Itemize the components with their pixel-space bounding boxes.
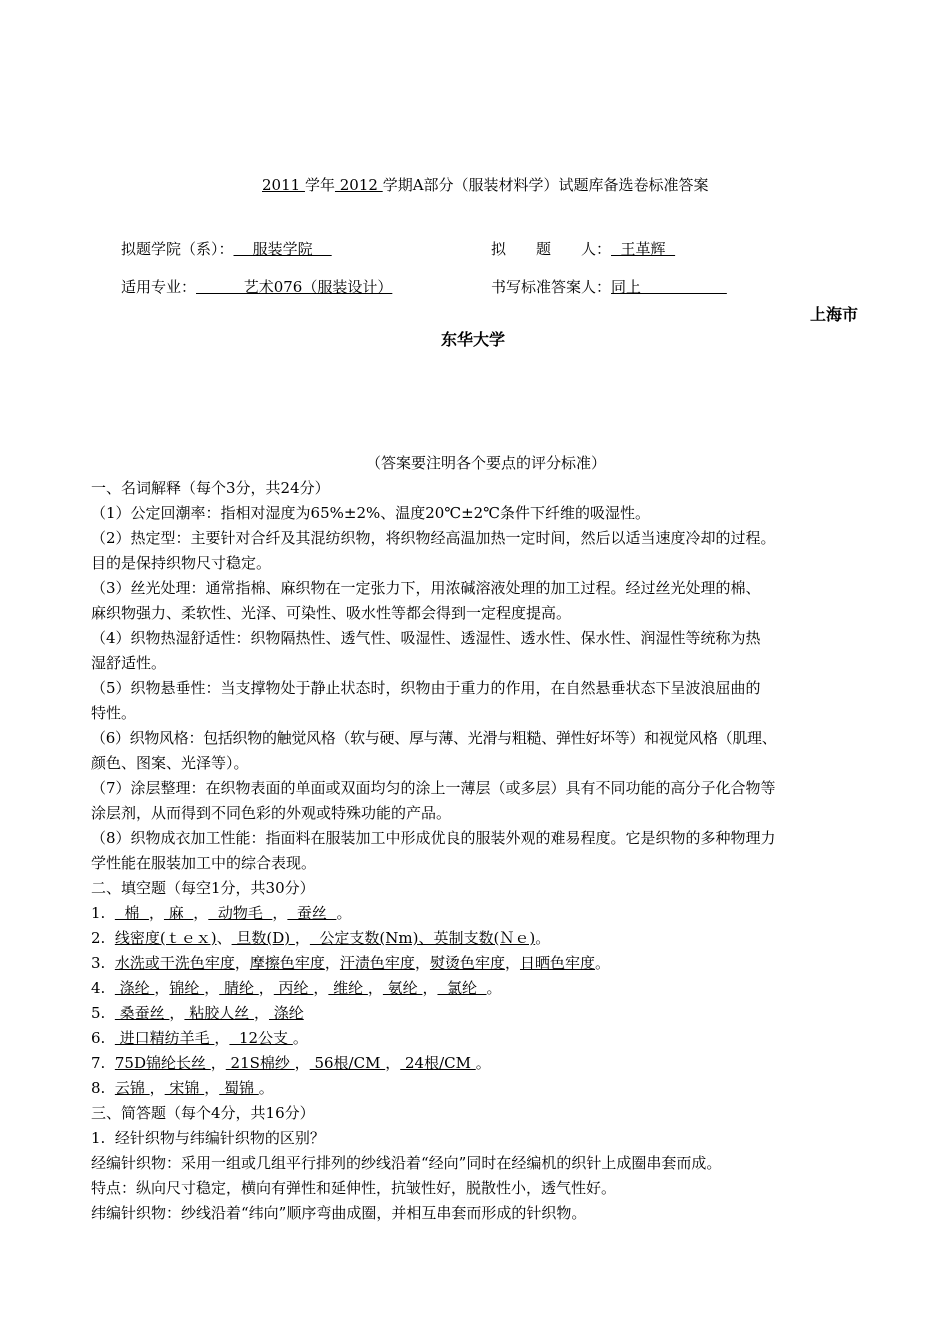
fill-item-7: 7. 75D锦纶长丝 ， 21S棉纱 ， 56根/CM ， 24根/CM 。 <box>91 1054 491 1072</box>
title-year-label: 学年 <box>304 176 335 194</box>
fill-blank: 56根/CM <box>309 1054 386 1072</box>
fill-end: 。 <box>535 929 551 947</box>
title-rest: 学期A部分（服装材料学）试题库备选卷标准答案 <box>382 176 709 194</box>
fill-blank: 75D锦纶长丝 <box>114 1054 211 1072</box>
term-4-line1: （4）织物热湿舒适性：织物隔热性、透气性、吸湿性、透湿性、透水性、保水性、润湿性等统称为热 <box>91 629 761 647</box>
fill-num: 6. <box>91 1029 106 1047</box>
section3-title: 三、简答题（每个4分，共16分） <box>91 1104 315 1122</box>
fill-blank: 桑蚕丝 <box>114 1004 170 1022</box>
fill-end: 。 <box>486 979 502 997</box>
fill-end: 。 <box>595 954 611 972</box>
fill-item-4: 4. 涤纶 ，锦纶 ， 腈纶 ， 丙纶 ， 维纶 ， 氨纶 ， 氯纶 。 <box>91 979 502 997</box>
term-6-line2: 颜色、图案、光泽等）。 <box>91 754 249 772</box>
author-value: 王革辉 <box>611 240 676 258</box>
term-7-line1: （7）涂层整理：在织物表面的单面或双面均匀的涂上一薄层（或多层）具有不同功能的高分子化合物等 <box>91 779 776 797</box>
fill-blank: 涤纶 <box>268 1004 304 1022</box>
fill-blank: 21S棉纱 <box>225 1054 295 1072</box>
term-1: （1）公定回潮率：指相对湿度为65%±2%、温度20℃±2℃条件下纤维的吸湿性。 <box>91 504 651 522</box>
fill-num: 3. <box>91 954 106 972</box>
section2-title: 二、填空题（每空1分，共30分） <box>91 879 315 897</box>
college-label: 拟题学院（系）： <box>121 240 234 258</box>
term-8-line2: 学性能在服装加工中的综合表现。 <box>91 854 317 872</box>
fill-blank: 宋锦 <box>164 1079 205 1097</box>
writer-row <box>491 276 727 297</box>
term-8-line1: （8）织物成衣加工性能：指面料在服装加工中形成优良的服装外观的难易程度。它是织物的多种物理力 <box>91 829 776 847</box>
fill-item-6: 6. 进口精纺羊毛 ， 12公支 。 <box>91 1029 308 1047</box>
term-2-line2: 目的是保持织物尺寸稳定。 <box>91 554 272 572</box>
fill-num: 4. <box>91 979 106 997</box>
writer-label: 书写标准答案人： <box>491 278 612 296</box>
author-row <box>491 238 675 259</box>
fill-blank: 摩擦色牢度 <box>249 954 325 972</box>
school-city: 上海市 <box>810 305 859 324</box>
fill-blank: 棉 <box>114 904 149 922</box>
term-2-line1: （2）热定型：主要针对合纤及其混纺织物，将织物经高温加热一定时间，然后以适当速度冷却的过程。 <box>91 529 776 547</box>
term-3-line2: 麻织物强力、柔软性、光泽、可染性、吸水性等都会得到一定程度提高。 <box>91 604 572 622</box>
fill-end: 。 <box>336 904 352 922</box>
fill-item-1: 1. 棉 ， 麻 ， 动物毛 ， 蚕丝 。 <box>91 904 352 922</box>
fill-blank: 24根/CM <box>400 1054 476 1072</box>
short-answer-1: 经编针织物：采用一组或几组平行排列的纱线沿着“经向”同时在经编机的织针上成圈串套而成。 <box>91 1154 722 1172</box>
term-7-line2: 涂层剂，从而得到不同色彩的外观或特殊功能的产品。 <box>91 804 452 822</box>
fill-blank: 粘胶人丝 <box>184 1004 254 1022</box>
major-row <box>121 276 392 297</box>
term-6-line1: （6）织物风格：包括织物的触觉风格（软与硬、厚与薄、光滑与粗糙、弹性好坏等）和视觉风格（肌理、 <box>91 729 777 747</box>
writer-value: 同上 <box>611 278 727 296</box>
term-5-line1: （5）织物悬垂性：当支撑物处于静止状态时，织物由于重力的作用，在自然悬垂状态下呈波浪屈曲的 <box>91 679 761 697</box>
fill-blank: 公定支数(Nm)、英制支数(Ｎｅ) <box>309 929 536 947</box>
section1-title: 一、名词解释（每个3分，共24分） <box>91 479 330 497</box>
fill-num: 5. <box>91 1004 106 1022</box>
fill-blank: 动物毛 <box>208 904 273 922</box>
fill-blank: 氯纶 <box>437 979 487 997</box>
fill-blank: 氨纶 <box>382 979 423 997</box>
scoring-note: （答案要注明各个要点的评分标准） <box>365 454 606 472</box>
school-name: 东华大学 <box>441 330 506 349</box>
fill-blank: 旦数(D) <box>231 929 295 947</box>
major-value: 艺术076（服装设计） <box>196 278 393 296</box>
fill-blank: 蜀锦 <box>219 1079 259 1097</box>
fill-num: 1. <box>91 904 106 922</box>
document-title <box>262 174 709 195</box>
fill-blank: 汗渍色牢度 <box>339 954 415 972</box>
title-year-start: 2011 <box>262 176 305 194</box>
fill-blank: 麻 <box>163 904 194 922</box>
college-value: 服装学院 <box>233 240 332 258</box>
fill-blank: 12公支 <box>229 1029 293 1047</box>
fill-blank: 水洗或干洗色牢度 <box>114 954 235 972</box>
fill-item-3: 3. 水洗或干洗色牢度，摩擦色牢度，汗渍色牢度，熨烫色牢度，日晒色牢度。 <box>91 954 611 972</box>
fill-blank: 云锦 <box>114 1079 150 1097</box>
fill-blank: 进口精纺羊毛 <box>114 1029 215 1047</box>
fill-blank: 腈纶 <box>219 979 259 997</box>
fill-blank: 维纶 <box>328 979 368 997</box>
answer-body <box>91 451 881 1226</box>
short-answer-3: 纬编针织物：纱线沿着“纬向”顺序弯曲成圈，并相互串套而形成的针织物。 <box>91 1204 587 1222</box>
fill-num: 2. <box>91 929 106 947</box>
term-5-line2: 特性。 <box>91 704 137 722</box>
fill-blank: 熨烫色牢度 <box>429 954 505 972</box>
fill-end: 。 <box>475 1054 491 1072</box>
term-4-line2: 湿舒适性。 <box>91 654 167 672</box>
fill-item-2: 2. 线密度(ｔｅｘ)、 旦数(D) ， 公定支数(Nm)、英制支数(Ｎｅ)。 <box>91 929 551 947</box>
term-3-line1: （3）丝光处理：通常指棉、麻织物在一定张力下，用浓碱溶液处理的加工过程。经过丝光处理的棉、 <box>91 579 761 597</box>
short-answer-2: 特点：纵向尺寸稳定，横向有弹性和延伸性，抗皱性好，脱散性小，透气性好。 <box>91 1179 617 1197</box>
author-label: 拟 题 人： <box>491 240 612 258</box>
fill-blank: 线密度(ｔｅｘ) <box>114 929 217 947</box>
fill-end: 。 <box>292 1029 308 1047</box>
fill-blank: 日晒色牢度 <box>519 954 595 972</box>
title-year-end: 2012 <box>334 176 383 194</box>
fill-blank: 蚕丝 <box>287 904 337 922</box>
fill-blank: 锦纶 <box>169 979 205 997</box>
fill-num: 8. <box>91 1079 106 1097</box>
major-label: 适用专业： <box>121 278 197 296</box>
fill-item-8: 8. 云锦 ， 宋锦 ， 蜀锦 。 <box>91 1079 274 1097</box>
college-row <box>121 238 332 259</box>
fill-item-5: 5. 桑蚕丝 ， 粘胶人丝 ， 涤纶 <box>91 1004 304 1022</box>
fill-end: 。 <box>258 1079 274 1097</box>
short-question-1: 1. 经针织物与纬编针织物的区别？ <box>91 1129 325 1147</box>
fill-num: 7. <box>91 1054 106 1072</box>
fill-blank: 丙纶 <box>273 979 314 997</box>
fill-blank: 涤纶 <box>114 979 155 997</box>
